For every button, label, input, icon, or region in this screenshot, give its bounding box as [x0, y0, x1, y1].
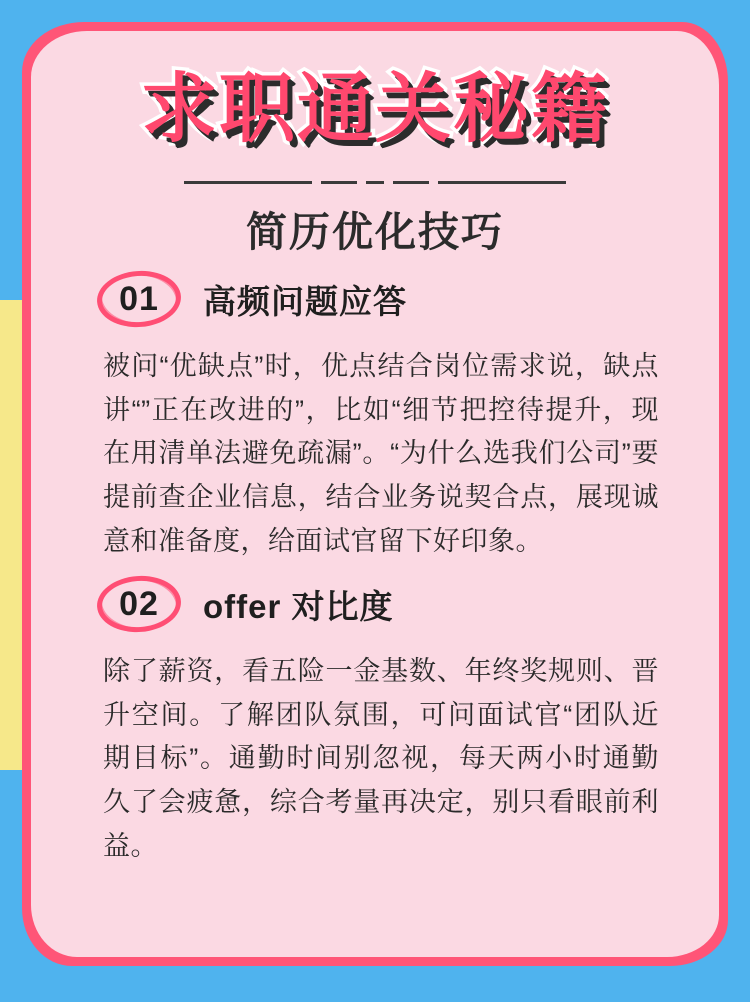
divider-dash	[321, 181, 357, 184]
page-subtitle: 简历优化技巧	[246, 209, 504, 255]
divider-dash	[366, 181, 384, 184]
divider-dash	[184, 181, 312, 184]
divider-dash	[393, 181, 429, 184]
section-number-badge	[97, 271, 181, 327]
section-01	[97, 271, 663, 564]
section-header	[97, 271, 663, 327]
section-number-badge	[97, 576, 181, 632]
title-block	[31, 64, 719, 153]
card-inner	[31, 31, 719, 957]
title-divider	[31, 181, 719, 184]
section-body: 除了薪资，看五险一金基数、年终奖规则、晋升空间。了解团队氛围，可问面试官“团队近期目标”。通勤时间别忽视，每天两小时通勤久了会疲惫，综合考量再决定，别只看眼前利益。	[103, 656, 659, 861]
page-title: 求职通关秘籍	[141, 64, 609, 153]
section-number: 02	[119, 584, 159, 623]
poster-card	[22, 22, 728, 966]
section-header	[97, 576, 663, 632]
section-heading: 高频问题应答	[203, 282, 407, 320]
section-heading: offer 对比度	[203, 587, 394, 625]
section-body: 被问“优缺点”时，优点结合岗位需求说，缺点讲“”正在改进的”，比如“细节把控待提升，现在用清单法避免疏漏”。“为什么选我们公司”要提前查企业信息，结合业务说契合点，展现诚意和准备度，给面试官留下好印象。	[103, 351, 659, 556]
divider-dash	[438, 181, 566, 184]
section-02	[97, 576, 663, 869]
section-number: 01	[119, 279, 159, 318]
